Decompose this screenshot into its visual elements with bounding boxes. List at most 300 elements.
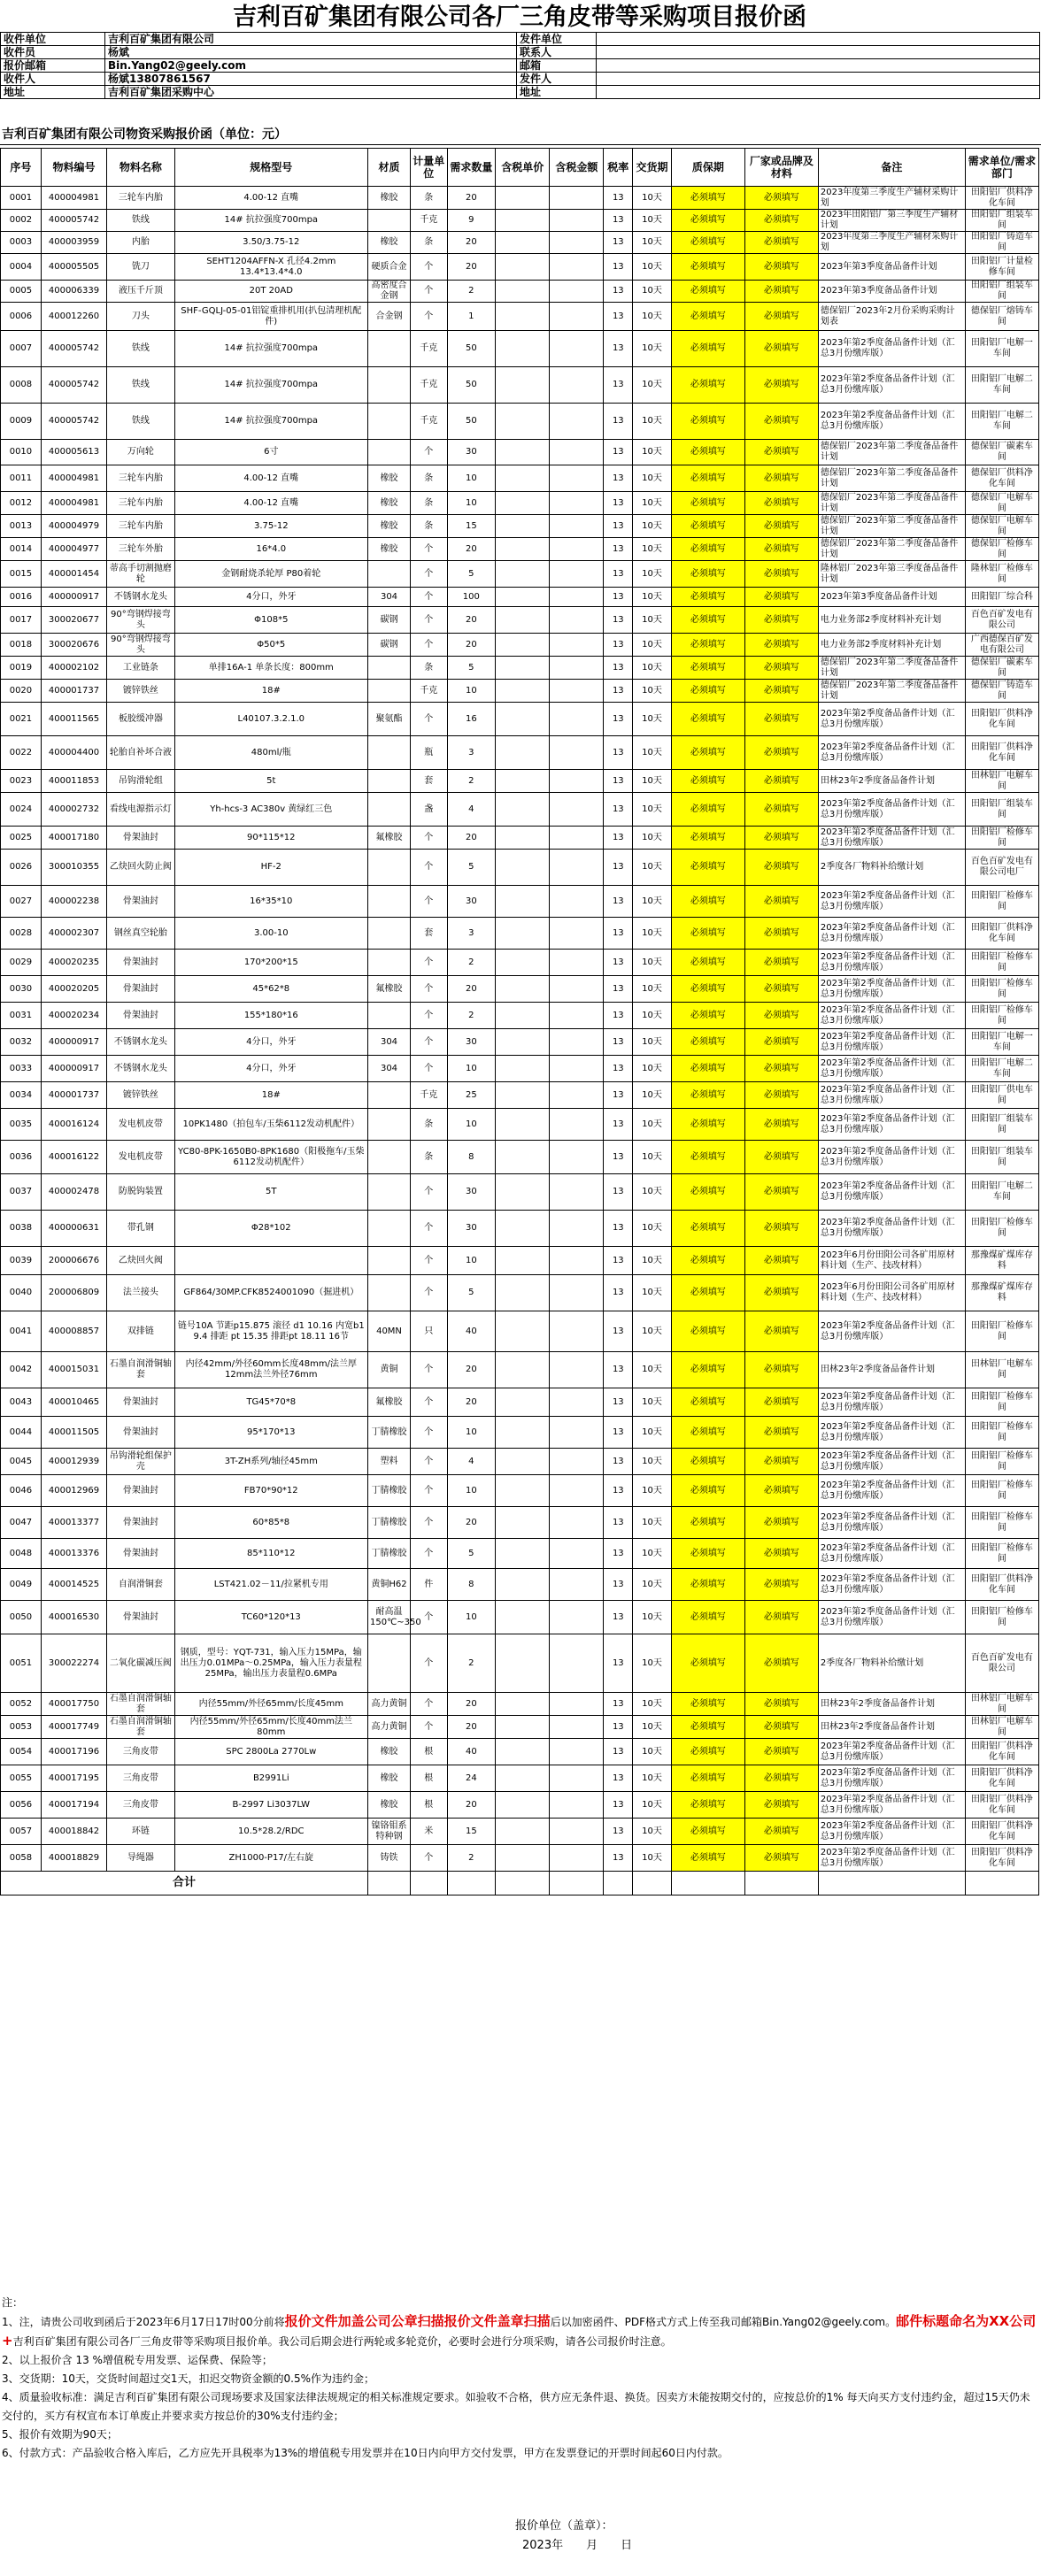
brand-input[interactable]: 必须填写 (744, 281, 818, 303)
amount[interactable] (550, 850, 604, 886)
brand-input[interactable]: 必须填写 (744, 1174, 818, 1211)
brand-input[interactable]: 必须填写 (744, 1539, 818, 1569)
quantity: 20 (447, 1792, 496, 1819)
warranty-period[interactable]: 必须填写 (671, 492, 744, 515)
unit-price[interactable] (496, 1634, 550, 1693)
brand-input[interactable]: 必须填写 (744, 254, 818, 281)
unit-price[interactable] (496, 1275, 550, 1311)
brand-input[interactable]: 必须填写 (744, 1311, 818, 1352)
unit-price[interactable] (496, 1388, 550, 1417)
brand-input[interactable]: 必须填写 (744, 1765, 818, 1792)
unit: 个 (411, 538, 448, 561)
amount[interactable] (550, 1507, 604, 1539)
unit-price[interactable] (496, 1449, 550, 1475)
unit-price[interactable] (496, 1247, 550, 1275)
brand-input[interactable]: 必须填写 (744, 736, 818, 770)
row-number: 0027 (1, 886, 42, 918)
brand-input[interactable]: 必须填写 (744, 1507, 818, 1539)
amount[interactable] (550, 1601, 604, 1634)
spec-model: 18# (174, 680, 367, 703)
unit-price[interactable] (496, 1765, 550, 1792)
warranty-period[interactable]: 必须填写 (671, 976, 744, 1003)
unit-price[interactable] (496, 331, 550, 367)
material: 高力黄铜 (367, 1716, 410, 1739)
unit-price[interactable] (496, 492, 550, 515)
brand-input[interactable]: 必须填写 (744, 657, 818, 680)
brand-input[interactable]: 必须填写 (744, 703, 818, 736)
amount[interactable] (550, 254, 604, 281)
warranty-period[interactable]: 必须填写 (671, 1845, 744, 1872)
column-header: 厂家或品牌及材料 (744, 149, 818, 187)
warranty-period[interactable]: 必须填写 (671, 1029, 744, 1056)
brand-input[interactable]: 必须填写 (744, 1693, 818, 1716)
brand-input[interactable]: 必须填写 (744, 850, 818, 886)
brand-input[interactable]: 必须填写 (744, 793, 818, 827)
delivery-period: 10天 (633, 232, 672, 254)
amount[interactable] (550, 918, 604, 950)
amount[interactable] (550, 1693, 604, 1716)
brand-input[interactable]: 必须填写 (744, 1003, 818, 1029)
amount[interactable] (550, 1003, 604, 1029)
amount[interactable] (550, 1716, 604, 1739)
warranty-period[interactable]: 必须填写 (671, 1247, 744, 1275)
warranty-period[interactable]: 必须填写 (671, 187, 744, 210)
table-row (1, 827, 1039, 850)
material-name: 三轮车内胎 (107, 492, 174, 515)
amount[interactable] (550, 1056, 604, 1082)
tax-rate: 13 (604, 827, 633, 850)
row-number: 0034 (1, 1082, 42, 1109)
brand-input[interactable]: 必须填写 (744, 492, 818, 515)
unit-price[interactable] (496, 254, 550, 281)
warranty-period[interactable]: 必须填写 (671, 607, 744, 634)
unit-price[interactable] (496, 588, 550, 607)
warranty-period[interactable]: 必须填写 (671, 232, 744, 254)
warranty-period[interactable]: 必须填写 (671, 1792, 744, 1819)
note-4: 4、质量验收标准：满足吉利百矿集团有限公司现场要求及国家法律法规规定的相关标准规定要求。如验收不合格，供方应无条件退、换货。因卖方未能按期交付的，应按总价的1% 每天向买方支付违约金，超过15天仍未交付的，买方有权宣布本订单废止并要求卖方按总价的30%支付违约金； (2, 2391, 1030, 2422)
warranty-period[interactable]: 必须填写 (671, 1765, 744, 1792)
unit-price[interactable] (496, 770, 550, 793)
unit: 套 (411, 770, 448, 793)
remarks: 2023年第2季度备品备件计划（汇总3月份缴库版） (818, 1792, 965, 1819)
warranty-period[interactable]: 必须填写 (671, 1109, 744, 1141)
brand-input[interactable]: 必须填写 (744, 950, 818, 976)
unit-price[interactable] (496, 950, 550, 976)
warranty-period[interactable]: 必须填写 (671, 703, 744, 736)
amount[interactable] (550, 634, 604, 657)
brand-input[interactable]: 必须填写 (744, 634, 818, 657)
warranty-period[interactable]: 必须填写 (671, 303, 744, 331)
unit-price[interactable] (496, 1311, 550, 1352)
requesting-dept: 田阳铝厂供料净化车间 (965, 1792, 1038, 1819)
brand-input[interactable]: 必须填写 (744, 1247, 818, 1275)
brand-input[interactable]: 必须填写 (744, 1739, 818, 1765)
unit-price[interactable] (496, 1174, 550, 1211)
warranty-period[interactable]: 必须填写 (671, 634, 744, 657)
amount[interactable] (550, 210, 604, 232)
brand-input[interactable]: 必须填写 (744, 210, 818, 232)
amount[interactable] (550, 465, 604, 492)
material-code: 300022274 (41, 1634, 106, 1693)
amount[interactable] (550, 515, 604, 538)
unit-price[interactable] (496, 561, 550, 588)
header-label: 邮箱 (517, 59, 597, 73)
unit-price[interactable] (496, 1739, 550, 1765)
amount[interactable] (550, 538, 604, 561)
table-row (1, 1819, 1039, 1845)
brand-input[interactable]: 必须填写 (744, 367, 818, 404)
brand-input[interactable]: 必须填写 (744, 1819, 818, 1845)
amount[interactable] (550, 1765, 604, 1792)
remarks: 2023年第2季度备品备件计划（汇总3月份缴库版） (818, 703, 965, 736)
tax-rate: 13 (604, 703, 633, 736)
unit: 个 (411, 1056, 448, 1082)
amount[interactable] (550, 950, 604, 976)
material (367, 1141, 410, 1174)
amount[interactable] (550, 1792, 604, 1819)
unit-price[interactable] (496, 1211, 550, 1247)
amount[interactable] (550, 1739, 604, 1765)
brand-input[interactable]: 必须填写 (744, 976, 818, 1003)
unit-price[interactable] (496, 1716, 550, 1739)
unit-price[interactable] (496, 976, 550, 1003)
unit-price[interactable] (496, 607, 550, 634)
warranty-period[interactable]: 必须填写 (671, 1174, 744, 1211)
unit: 个 (411, 1029, 448, 1056)
amount[interactable] (550, 680, 604, 703)
unit-price[interactable] (496, 1141, 550, 1174)
unit-price[interactable] (496, 515, 550, 538)
material: 塑料 (367, 1449, 410, 1475)
amount[interactable] (550, 793, 604, 827)
brand-input[interactable]: 必须填写 (744, 1449, 818, 1475)
unit-price[interactable] (496, 404, 550, 440)
warranty-period[interactable]: 必须填写 (671, 1739, 744, 1765)
brand-input[interactable]: 必须填写 (744, 232, 818, 254)
unit: 个 (411, 588, 448, 607)
brand-input[interactable]: 必须填写 (744, 886, 818, 918)
warranty-period[interactable]: 必须填写 (671, 850, 744, 886)
unit-price[interactable] (496, 440, 550, 465)
material: 橡胶 (367, 187, 410, 210)
unit-price[interactable] (496, 1056, 550, 1082)
amount[interactable] (550, 1569, 604, 1601)
spec-model: 14# 抗拉强度700mpa (174, 210, 367, 232)
brand-input[interactable]: 必须填写 (744, 1845, 818, 1872)
remarks: 电力业务部2季度材料补充计划 (818, 607, 965, 634)
warranty-period[interactable]: 必须填写 (671, 1634, 744, 1693)
warranty-period[interactable]: 必须填写 (671, 1693, 744, 1716)
unit-price[interactable] (496, 187, 550, 210)
brand-input[interactable]: 必须填写 (744, 1475, 818, 1507)
requesting-dept: 百色百矿发电有限公司 (965, 607, 1038, 634)
brand-input[interactable]: 必须填写 (744, 1211, 818, 1247)
warranty-period[interactable]: 必须填写 (671, 736, 744, 770)
warranty-period[interactable]: 必须填写 (671, 793, 744, 827)
brand-input[interactable]: 必须填写 (744, 1029, 818, 1056)
warranty-period[interactable]: 必须填写 (671, 1003, 744, 1029)
warranty-period[interactable]: 必须填写 (671, 254, 744, 281)
amount[interactable] (550, 303, 604, 331)
amount[interactable] (550, 1352, 604, 1388)
amount[interactable] (550, 1275, 604, 1311)
amount[interactable] (550, 1417, 604, 1449)
unit: 个 (411, 607, 448, 634)
unit-price[interactable] (496, 634, 550, 657)
warranty-period[interactable]: 必须填写 (671, 657, 744, 680)
row-number: 0050 (1, 1601, 42, 1634)
unit-price[interactable] (496, 538, 550, 561)
brand-input[interactable]: 必须填写 (744, 303, 818, 331)
amount[interactable] (550, 1211, 604, 1247)
unit-price[interactable] (496, 1029, 550, 1056)
tax-rate: 13 (604, 440, 633, 465)
amount[interactable] (550, 281, 604, 303)
column-header: 税率 (604, 149, 633, 187)
unit-price[interactable] (496, 1569, 550, 1601)
unit: 件 (411, 1569, 448, 1601)
brand-input[interactable]: 必须填写 (744, 1082, 818, 1109)
warranty-period[interactable]: 必须填写 (671, 680, 744, 703)
warranty-period[interactable]: 必须填写 (671, 440, 744, 465)
material-name: 乙炔回火防止阀 (107, 850, 174, 886)
amount[interactable] (550, 736, 604, 770)
row-number: 0042 (1, 1352, 42, 1388)
row-number: 0045 (1, 1449, 42, 1475)
amount[interactable] (550, 1141, 604, 1174)
warranty-period[interactable]: 必须填写 (671, 404, 744, 440)
brand-input[interactable]: 必须填写 (744, 1275, 818, 1311)
material-name: 石墨自润滑铜轴套 (107, 1716, 174, 1739)
unit-price[interactable] (496, 232, 550, 254)
warranty-period[interactable]: 必须填写 (671, 1082, 744, 1109)
quantity: 10 (447, 1109, 496, 1141)
unit-price[interactable] (496, 736, 550, 770)
amount[interactable] (550, 1029, 604, 1056)
warranty-period[interactable]: 必须填写 (671, 1601, 744, 1634)
amount[interactable] (550, 770, 604, 793)
amount[interactable] (550, 187, 604, 210)
unit-price[interactable] (496, 680, 550, 703)
brand-input[interactable]: 必须填写 (744, 538, 818, 561)
amount[interactable] (550, 1174, 604, 1211)
brand-input[interactable]: 必须填写 (744, 918, 818, 950)
warranty-period[interactable]: 必须填写 (671, 561, 744, 588)
unit-price[interactable] (496, 465, 550, 492)
warranty-period[interactable]: 必须填写 (671, 465, 744, 492)
warranty-period[interactable]: 必须填写 (671, 1475, 744, 1507)
brand-input[interactable]: 必须填写 (744, 187, 818, 210)
material-code: 400017749 (41, 1716, 106, 1739)
warranty-period[interactable]: 必须填写 (671, 1311, 744, 1352)
brand-input[interactable]: 必须填写 (744, 607, 818, 634)
amount[interactable] (550, 331, 604, 367)
amount[interactable] (550, 1449, 604, 1475)
warranty-period[interactable]: 必须填写 (671, 538, 744, 561)
warranty-period[interactable]: 必须填写 (671, 281, 744, 303)
warranty-period[interactable]: 必须填写 (671, 331, 744, 367)
unit-price[interactable] (496, 281, 550, 303)
unit-price[interactable] (496, 1109, 550, 1141)
brand-input[interactable]: 必须填写 (744, 1109, 818, 1141)
warranty-period[interactable]: 必须填写 (671, 367, 744, 404)
brand-input[interactable]: 必须填写 (744, 331, 818, 367)
amount[interactable] (550, 703, 604, 736)
warranty-period[interactable]: 必须填写 (671, 1507, 744, 1539)
table-row (1, 1311, 1039, 1352)
amount[interactable] (550, 1388, 604, 1417)
warranty-period[interactable]: 必须填写 (671, 950, 744, 976)
brand-input[interactable]: 必须填写 (744, 827, 818, 850)
brand-input[interactable]: 必须填写 (744, 465, 818, 492)
material (367, 1211, 410, 1247)
warranty-period[interactable]: 必须填写 (671, 1275, 744, 1311)
warranty-period[interactable]: 必须填写 (671, 1417, 744, 1449)
tax-rate: 13 (604, 736, 633, 770)
warranty-period[interactable]: 必须填写 (671, 770, 744, 793)
amount[interactable] (550, 1082, 604, 1109)
unit-price[interactable] (496, 1417, 550, 1449)
unit-price[interactable] (496, 210, 550, 232)
unit-price[interactable] (496, 1539, 550, 1569)
row-number: 0039 (1, 1247, 42, 1275)
brand-input[interactable]: 必须填写 (744, 561, 818, 588)
quantity: 2 (447, 1634, 496, 1693)
amount[interactable] (550, 827, 604, 850)
amount[interactable] (550, 976, 604, 1003)
warranty-period[interactable]: 必须填写 (671, 1211, 744, 1247)
brand-input[interactable]: 必须填写 (744, 515, 818, 538)
amount[interactable] (550, 886, 604, 918)
warranty-period[interactable]: 必须填写 (671, 1716, 744, 1739)
requesting-dept: 隆林铝厂检修车间 (965, 561, 1038, 588)
unit-price[interactable] (496, 1819, 550, 1845)
amount[interactable] (550, 1539, 604, 1569)
brand-input[interactable]: 必须填写 (744, 1792, 818, 1819)
amount[interactable] (550, 1475, 604, 1507)
material-code: 200006809 (41, 1275, 106, 1311)
brand-input[interactable]: 必须填写 (744, 1141, 818, 1174)
header-label: 地址 (1, 86, 105, 99)
unit-price[interactable] (496, 1475, 550, 1507)
amount[interactable] (550, 232, 604, 254)
brand-input[interactable]: 必须填写 (744, 1601, 818, 1634)
warranty-period[interactable]: 必须填写 (671, 1539, 744, 1569)
delivery-period: 10天 (633, 303, 672, 331)
tax-rate: 13 (604, 515, 633, 538)
unit-price[interactable] (496, 303, 550, 331)
brand-input[interactable]: 必须填写 (744, 1388, 818, 1417)
amount[interactable] (550, 657, 604, 680)
amount[interactable] (550, 1109, 604, 1141)
brand-input[interactable]: 必须填写 (744, 1716, 818, 1739)
brand-input[interactable]: 必须填写 (744, 1417, 818, 1449)
amount[interactable] (550, 440, 604, 465)
brand-input[interactable]: 必须填写 (744, 680, 818, 703)
unit-price[interactable] (496, 1693, 550, 1716)
brand-input[interactable]: 必须填写 (744, 1569, 818, 1601)
amount[interactable] (550, 588, 604, 607)
unit-price[interactable] (496, 1003, 550, 1029)
amount[interactable] (550, 1311, 604, 1352)
amount[interactable] (550, 404, 604, 440)
amount[interactable] (550, 1845, 604, 1872)
amount[interactable] (550, 1634, 604, 1693)
unit-price[interactable] (496, 1845, 550, 1872)
unit-price[interactable] (496, 793, 550, 827)
amount[interactable] (550, 561, 604, 588)
tax-rate: 13 (604, 1388, 633, 1417)
amount[interactable] (550, 367, 604, 404)
warranty-period[interactable]: 必须填写 (671, 515, 744, 538)
unit-price[interactable] (496, 886, 550, 918)
material-name: 蒂高手切割抛磨轮 (107, 561, 174, 588)
warranty-period[interactable]: 必须填写 (671, 827, 744, 850)
brand-input[interactable]: 必须填写 (744, 770, 818, 793)
warranty-period[interactable]: 必须填写 (671, 1449, 744, 1475)
warranty-period[interactable]: 必须填写 (671, 918, 744, 950)
delivery-period: 10天 (633, 918, 672, 950)
amount[interactable] (550, 607, 604, 634)
warranty-period[interactable]: 必须填写 (671, 1056, 744, 1082)
brand-input[interactable]: 必须填写 (744, 588, 818, 607)
amount[interactable] (550, 1819, 604, 1845)
unit-price[interactable] (496, 850, 550, 886)
amount[interactable] (550, 1247, 604, 1275)
header-info-table (0, 32, 1040, 99)
amount[interactable] (550, 492, 604, 515)
warranty-period[interactable]: 必须填写 (671, 1819, 744, 1845)
requesting-dept: 田阳铝厂检修车间 (965, 1388, 1038, 1417)
material-code: 400001737 (41, 1082, 106, 1109)
table-row (1, 1003, 1039, 1029)
unit-price[interactable] (496, 1601, 550, 1634)
unit-price[interactable] (496, 1792, 550, 1819)
tax-rate: 13 (604, 232, 633, 254)
tax-rate: 13 (604, 1275, 633, 1311)
delivery-period: 10天 (633, 827, 672, 850)
unit-price[interactable] (496, 367, 550, 404)
unit-price[interactable] (496, 827, 550, 850)
brand-input[interactable]: 必须填写 (744, 440, 818, 465)
unit-price[interactable] (496, 1082, 550, 1109)
remarks: 2023年第2季度备品备件计划（汇总3月份缴库版） (818, 950, 965, 976)
unit-price[interactable] (496, 1507, 550, 1539)
warranty-period[interactable]: 必须填写 (671, 1352, 744, 1388)
brand-input[interactable]: 必须填写 (744, 1056, 818, 1082)
warranty-period[interactable]: 必须填写 (671, 886, 744, 918)
unit-price[interactable] (496, 918, 550, 950)
brand-input[interactable]: 必须填写 (744, 1352, 818, 1388)
brand-input[interactable]: 必须填写 (744, 1634, 818, 1693)
unit-price[interactable] (496, 1352, 550, 1388)
material-code: 400000917 (41, 588, 106, 607)
brand-input[interactable]: 必须填写 (744, 404, 818, 440)
unit-price[interactable] (496, 703, 550, 736)
unit: 个 (411, 1449, 448, 1475)
warranty-period[interactable]: 必须填写 (671, 1569, 744, 1601)
tax-rate: 13 (604, 950, 633, 976)
row-number: 0037 (1, 1174, 42, 1211)
material-name: 骨架油封 (107, 950, 174, 976)
warranty-period[interactable]: 必须填写 (671, 210, 744, 232)
notes-section (0, 2294, 1039, 2463)
quantity: 40 (447, 1739, 496, 1765)
warranty-period[interactable]: 必须填写 (671, 588, 744, 607)
warranty-period[interactable]: 必须填写 (671, 1141, 744, 1174)
warranty-period[interactable]: 必须填写 (671, 1388, 744, 1417)
unit-price[interactable] (496, 657, 550, 680)
